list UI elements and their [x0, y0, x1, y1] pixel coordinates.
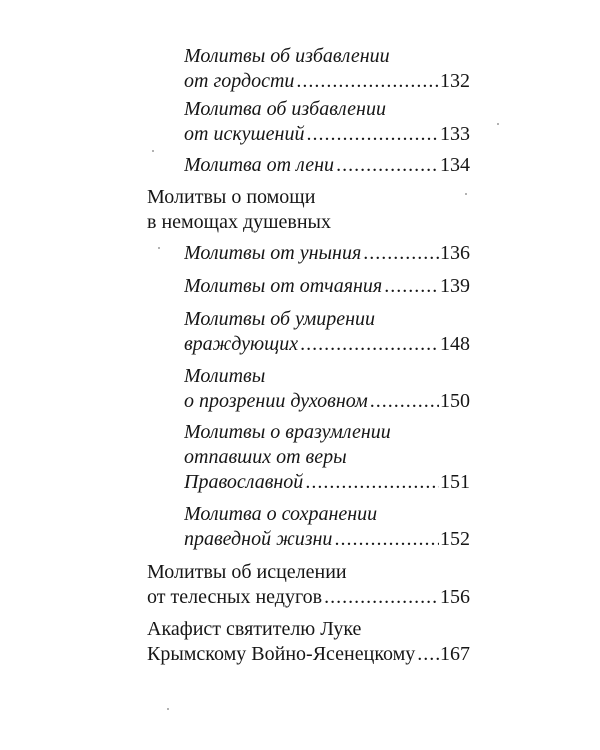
dot-leader: [306, 122, 439, 147]
toc-page-number: 151: [440, 471, 470, 493]
toc-entry-last-line: [184, 69, 470, 94]
toc-entry: [184, 420, 470, 495]
scan-speck: [465, 193, 467, 195]
toc-entry-last-line: [184, 527, 470, 552]
toc-page-number: 150: [440, 390, 470, 412]
toc-page-number: 148: [440, 333, 470, 355]
dot-leader: [336, 153, 439, 178]
toc-entry-line: Молитва о сохранении: [184, 503, 378, 525]
toc-entry-last-line: [184, 274, 470, 299]
toc-entry-line: отпавших от веры: [184, 446, 347, 468]
toc-entry-last-line: [184, 153, 470, 178]
dot-leader: [384, 274, 439, 299]
toc-entry: [147, 560, 470, 610]
dot-leader: [370, 389, 439, 414]
toc-page-number: 132: [440, 70, 470, 92]
dot-leader: [305, 470, 439, 495]
toc-page-number: 152: [440, 528, 470, 550]
dot-leader: [363, 241, 439, 266]
toc-entry: [184, 153, 470, 178]
toc-entry-line: в немощах душевных: [147, 211, 331, 233]
toc-entry-last-line: [184, 241, 470, 266]
toc-section-heading: [147, 185, 470, 235]
dot-leader: [300, 332, 439, 357]
dot-leader: [417, 642, 439, 667]
toc-entry: [184, 97, 470, 147]
toc-entry-line: Молитвы от уныния: [184, 242, 362, 264]
toc-entry-line: праведной жизни: [184, 528, 333, 550]
toc-entry: [184, 307, 470, 357]
toc-entry-line: Молитвы о вразумлении: [184, 421, 391, 443]
toc-entry-last-line: [184, 389, 470, 414]
toc-entry-line: Православной: [184, 471, 304, 493]
toc-entry: [184, 502, 470, 552]
toc-entry-line: Молитвы от отчаяния: [184, 275, 383, 297]
toc-entry-line: Молитвы об умирении: [184, 308, 376, 330]
toc-entry: [184, 274, 470, 299]
toc-entry-line: Молитва об избавлении: [184, 98, 386, 120]
dot-leader: [324, 585, 439, 610]
scan-speck: [158, 247, 160, 249]
scan-speck: [497, 123, 499, 125]
toc-entry-last-line: [184, 470, 470, 495]
toc-page-number: 133: [440, 123, 470, 145]
scan-speck: [167, 708, 169, 710]
toc-entry-line: Молитвы об исцелении: [147, 561, 347, 583]
toc-page-number: 136: [440, 242, 470, 264]
dot-leader: [334, 527, 439, 552]
toc-entry-last-line: [147, 585, 470, 610]
toc-entry-line: Молитва от лени: [184, 154, 335, 176]
toc-entry-line: от искушений: [184, 123, 305, 145]
toc-page-number: 156: [440, 586, 470, 608]
scan-speck: [152, 150, 154, 152]
toc-entry-line: враждующих: [184, 333, 299, 355]
toc-entry-last-line: [184, 332, 470, 357]
toc-entry-line: Крымскому Войно-Ясенецкому: [147, 643, 416, 665]
toc-entry-line: Молитвы об избавлении: [184, 45, 390, 67]
toc-entry-last-line: [184, 122, 470, 147]
toc-page-number: 134: [440, 154, 470, 176]
toc-entry: [184, 44, 470, 94]
toc-entry: [184, 364, 470, 414]
dot-leader: [296, 69, 439, 94]
toc-entry-line: Молитвы: [184, 365, 266, 387]
toc-page-number: 139: [440, 275, 470, 297]
toc-entry: [184, 241, 470, 266]
toc-entry-line: от телесных недугов: [147, 586, 323, 608]
toc-entry-line: Молитвы о помощи: [147, 186, 316, 208]
toc-entry: [147, 617, 470, 667]
toc-entry-last-line: [147, 642, 470, 667]
toc-entry-line: о прозрении духовном: [184, 390, 368, 412]
toc-entry-line: от гордости: [184, 70, 295, 92]
toc-page-number: 167: [440, 643, 470, 665]
toc-entry-line: Акафист святителю Луке: [147, 618, 362, 640]
